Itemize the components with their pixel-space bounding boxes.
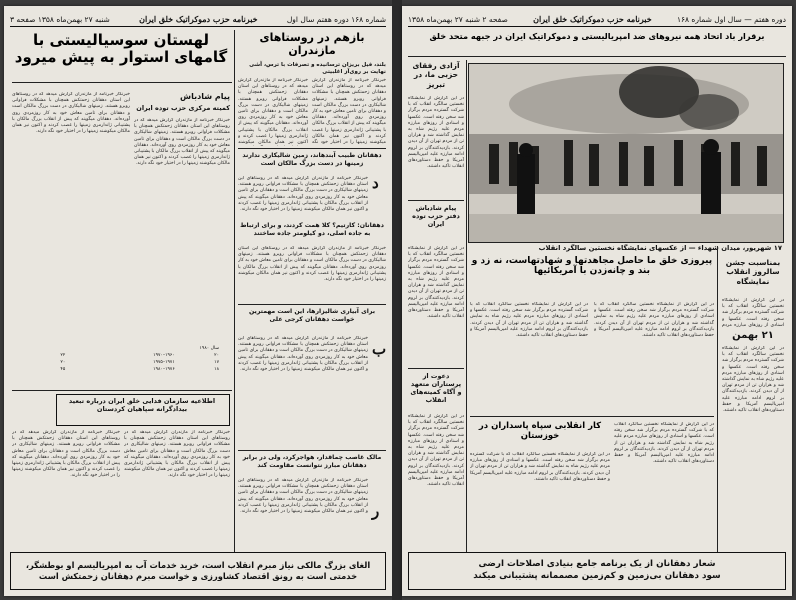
right-masthead (408, 12, 786, 27)
rule (238, 148, 386, 149)
photo-illustration (469, 64, 783, 242)
body-text-victory: در این گزارش از نمایشگاه نخستین سالگرد انقلاب که با شرکت گسترده مردم برگزار شد سخن رفته است. عکسها و اسنادی از روزهای مبارزه مردم علیه رژیم شاه به نمایش گذاشته شد و هزاران تن از مردم تهران از آن دیدن کردند. بازدیدکنندگان بر لزوم ادامه مبارزه علیه امپریالیسم آمریکا و حفظ دستاوردهای انقلاب تاکید داشتند. (470, 302, 588, 339)
table-row: ۱۸ ۱۹۷۶–۱۹۸۰ ۴۵ (60, 367, 219, 372)
section-letter: ب (372, 340, 387, 358)
section-letter: د (372, 174, 379, 192)
right-banner-line-2: سود دهقانان بی‌زمین و کم‌زمین مصممانه پشتیبانی میکند (473, 571, 721, 581)
body-text-poland-2: خبرنگار خبرنامه از مازندران گزارش میدهد که در روستاهای این استان دهقانان زحمتکش همچنان با مشکلات فراوانی روبرو هستند. زمینهای شالیکاری در دست بزرگ مالکان است و دهقانان برای تامین معاش خود به کار روزمزدی روی آورده‌اند. دهقانان میگویند که پیش از انقلاب بزرگ مالکان با پشتیبانی ژاندارمری زمینها را غصب کردند و اکنون نیز همان مالکان میکوشند زمینها را در اختیار خود نگه دارند. (134, 118, 230, 167)
headline-poland: لهستان سوسیالیستی با گامهای استوار به پیش میرود (14, 31, 228, 67)
column-rule (234, 30, 235, 558)
body-text-exhibition-2: در این گزارش از نمایشگاه نخستین سالگرد انقلاب که با شرکت گسترده مردم برگزار شد سخن رفته است. عکسها و اسنادی از روزهای مبارزه مردم علیه رژیم شاه به نمایش گذاشته شد و هزاران تن از مردم تهران از آن دیدن کردند. بازدیدکنندگان بر لزوم ادامه مبارزه علیه امپریالیسم آمریکا و حفظ دستاوردهای انقلاب تاکید داشتند. (722, 346, 784, 414)
rule (470, 416, 714, 417)
subhead-road: دهقانان: کارتیم؟ کلا همت کردند، و برای ارتباط به جاده اصلی، دو کیلومتر جاده ساختند (240, 222, 384, 237)
headline-villages: بازهم در روستاهای مازندران (259, 31, 365, 57)
body-text-lower-left-2: خبرنگار خبرنامه از مازندران گزارش میدهد که در روستاهای این استان دهقانان زحمتکش همچنان با مشکلات فراوانی روبرو هستند. زمینهای شالیکاری در دست بزرگ مالکان است و دهقانان برای تامین معاش خود به کار روزمزدی روی آورده‌اند. دهقانان میگویند که پیش از انقلاب بزرگ مالکان با پشتیبانی ژاندارمری زمینها را غصب کردند و اکنون نیز همان مالکان میکوشند زمینها را در اختیار خود نگه دارند. (124, 430, 230, 479)
left-masthead-date: شنبه ۲۷ بهمن‌ماه ۱۳۵۸ صفحه ۳ (10, 14, 110, 24)
subhead-villages: بلند، فیل بریزان ترسانیده و تصرفات با ترس، آشی نهایت بر روی‌آز اغلبیتی (249, 62, 386, 75)
body-text-villages: خبرنگار خبرنامه از مازندران گزارش میدهد که در روستاهای این استان دهقانان زحمتکش همچنان با مشکلات فراوانی روبرو هستند. زمینهای شالیکاری در دست بزرگ مالکان است و دهقانان برای تامین معاش خود به کار روزمزدی روی آورده‌اند. دهقانان میگویند که پیش از انقلاب بزرگ مالکان با پشتیبانی ژاندارمری زمینها را غصب کردند و اکنون نیز همان مالکان میکوشند (238, 78, 308, 146)
table-row: ۱۷ ۱۹۷۱–۱۹۷۵ ۲۰ (60, 360, 219, 365)
headline-united-front: برقرار باد اتحاد همه نیروهای ضد امپریالیستی و دموکراتیک ایران در جبهه متحد خلق (429, 31, 765, 41)
left-banner-line-1: الغای بزرگ مالکی نیاز مبرم انقلاب است، خرید خدمات آب به امپریالیسم او بوطشگر، (25, 559, 371, 570)
section-letter: ر (372, 502, 380, 520)
rule (408, 200, 464, 201)
left-banner-line-2: خدمتی است به رونق اقتصاد کشاورزی و خواست مبرم دهقانان زحمتکش است (38, 571, 358, 581)
body-text-farmers: خبرنگار خبرنامه از مازندران گزارش میدهد که در روستاهای این استان دهقانان زحمتکش همچنان با مشکلات فراوانی روبرو هستند. زمینهای شالیکاری در دست بزرگ مالکان است و دهقانان برای تامین معاش خود به کار روزمزدی روی آورده‌اند. دهقانان میگویند که پیش از انقلاب بزرگ مالکان با پشتیبانی ژاندارمری زمینها را غصب کردند و اکنون نیز همان مالکان میکوشند زمینها را در اختیار خود نگه دارند. (238, 176, 368, 213)
right-masthead-issue: دوره هفتم — سال اول شماره ۱۶۸ (676, 14, 786, 24)
right-page (402, 6, 792, 596)
subhead-exhibition: بمناسبت جشن سالروز انقلاب نمایشگاه (725, 258, 781, 286)
rule (12, 390, 232, 391)
body-text-victory-2: در این گزارش از نمایشگاه نخستین سالگرد انقلاب که با شرکت گسترده مردم برگزار شد سخن رفته است. عکسها و اسنادی از روزهای مبارزه مردم علیه رژیم شاه به نمایش گذاشته شد و هزاران تن از مردم تهران از آن دیدن کردند. بازدیدکنندگان بر لزوم ادامه مبارزه علیه امپریالیسم آمریکا و حفظ دستاوردهای انقلاب تاکید داشتند. (594, 302, 714, 339)
right-bottom-banner (408, 552, 786, 590)
body-text-freedom: در این گزارش از نمایشگاه نخستین سالگرد انقلاب که با شرکت گسترده مردم برگزار شد سخن رفته است. عکسها و اسنادی از روزهای مبارزه مردم علیه رژیم شاه به نمایش گذاشته شد و هزاران تن از مردم تهران از آن دیدن کردند. بازدیدکنندگان بر لزوم ادامه مبارزه علیه امپریالیسم آمریکا و حفظ دستاوردهای انقلاب تاکید داشتند. (408, 96, 464, 170)
body-text-nurses: در این گزارش از نمایشگاه نخستین سالگرد انقلاب که با شرکت گسترده مردم برگزار شد سخن رفته است. عکسها و اسنادی از روزهای مبارزه مردم علیه رژیم شاه به نمایش گذاشته شد و هزاران تن از مردم تهران از آن دیدن کردند. بازدیدکنندگان بر لزوم ادامه مبارزه علیه امپریالیسم آمریکا و حفظ دستاوردهای انقلاب تاکید داشتند. (408, 414, 464, 488)
subhead-wells: برای آبیاری شالیزارها، این است مهمترین خواست دهقانان کرجی علی (248, 308, 376, 323)
left-masthead-issue: شماره ۱۶۸ دوره هفتم سال اول (286, 14, 386, 24)
rule (238, 450, 386, 451)
rule (238, 304, 386, 305)
subhead-nurses: دعوت از پرستاران متعهد و آگاه کمیته‌های انقلاب (410, 372, 462, 405)
headline-victory: پیروزی خلق ما حاصل مجاهدتها و شهادتهاست، نه زد و بند و چانه‌زدن با آمریکائیها (471, 256, 713, 277)
subhead-message: پیام شادباش دفتر حزب توده ایران (412, 204, 460, 229)
stats-table-title: سال ۱۹۸۰ (199, 346, 219, 351)
right-masthead-date: صفحه ۲ شنبه ۲۷ بهمن‌ماه ۱۳۵۸ (408, 14, 508, 24)
left-page (4, 6, 392, 596)
subhead-lands: مالک غاصب چماقدار، هواجرکرد، ولی در برابر دهقانان مبارز نتوانست مقاومت کند (242, 454, 382, 469)
rule (12, 82, 232, 83)
subhead-zionism: اطلاعیه سازمان فدایی خلق ایران درباره تبعید بیدادگرانه سپاهیان کردستان (68, 397, 216, 414)
photo-caption: ۱۷ شهریور، میدان شهداء — از عکسهای نمایشگاه نخستین سالگرد انقلاب (538, 244, 782, 252)
body-text-lands: خبرنگار خبرنامه از مازندران گزارش میدهد که در روستاهای این استان دهقانان زحمتکش همچنان با مشکلات فراوانی روبرو هستند. زمینهای شالیکاری در دست بزرگ مالکان است و دهقانان برای تامین معاش خود به کار روزمزدی روی آورده‌اند. دهقانان میگویند که پیش از انقلاب بزرگ مالکان با پشتیبانی ژاندارمری زمینها را غصب کردند و اکنون نیز همان مالکان میکوشند زمینها را در اختیار خود نگه دارند. (238, 478, 368, 515)
rule (408, 56, 786, 57)
left-masthead (10, 12, 386, 27)
stats-table (24, 344, 224, 374)
subhead-central-committee: کمیته مرکزی حزب توده ایران (136, 104, 230, 112)
rule (408, 368, 464, 369)
subhead-congrats: پیام شادباش (180, 92, 230, 101)
body-text-pasdaran-2: در این گزارش از نمایشگاه نخستین سالگرد انقلاب که با شرکت گسترده مردم برگزار شد سخن رفته است. عکسها و اسنادی از روزهای مبارزه مردم علیه رژیم شاه به نمایش گذاشته شد و هزاران تن از مردم تهران از آن دیدن کردند. بازدیدکنندگان بر لزوم ادامه مبارزه علیه امپریالیسم آمریکا و حفظ دستاوردهای انقلاب تاکید داشتند. (614, 422, 714, 465)
left-bottom-banner (10, 552, 386, 590)
table-row: ۲۰ ۱۹۶۰–۱۹۷۰ ۲۲ (60, 353, 219, 358)
body-text-lower-left: خبرنگار خبرنامه از مازندران گزارش میدهد که در روستاهای این استان دهقانان زحمتکش همچنان با مشکلات فراوانی روبرو هستند. زمینهای شالیکاری در دست بزرگ مالکان است و دهقانان برای تامین معاش خود به کار روزمزدی روی آورده‌اند. دهقانان میگویند که پیش از انقلاب بزرگ مالکان با پشتیبانی ژاندارمری زمینها را غصب کردند و اکنون نیز همان مالکان میکوشند زمینها را در اختیار خود نگه دارند. (12, 430, 120, 479)
body-text-wells: خبرنگار خبرنامه از مازندران گزارش میدهد که در روستاهای این استان دهقانان زحمتکش همچنان با مشکلات فراوانی روبرو هستند. زمینهای شالیکاری در دست بزرگ مالکان است و دهقانان برای تامین معاش خود به کار روزمزدی روی آورده‌اند. دهقانان میگویند که پیش از انقلاب بزرگ مالکان با پشتیبانی ژاندارمری زمینها را غصب کردند و اکنون نیز همان مالکان میکوشند زمینها را در اختیار خود نگه دارند. (238, 336, 368, 373)
body-text-pasdaran: در این گزارش از نمایشگاه نخستین سالگرد انقلاب که با شرکت گسترده مردم برگزار شد سخن رفته است. عکسها و اسنادی از روزهای مبارزه مردم علیه رژیم شاه به نمایش گذاشته شد و هزاران تن از مردم تهران از آن دیدن کردند. بازدیدکنندگان بر لزوم ادامه مبارزه علیه امپریالیسم آمریکا و حفظ دستاوردهای انقلاب تاکید داشتند. (470, 452, 610, 482)
body-text-exhibition: در این گزارش از نمایشگاه نخستین سالگرد انقلاب که با شرکت گسترده مردم برگزار شد سخن رفته است. عکسها و اسنادی از روزهای مبارزه مردم (722, 298, 784, 328)
left-masthead-logo: خبرنامه حزب دموکراتیک خلق ایران (139, 14, 258, 24)
body-text-message: در این گزارش از نمایشگاه نخستین سالگرد انقلاب که با شرکت گسترده مردم برگزار شد سخن رفته است. عکسها و اسنادی از روزهای مبارزه مردم علیه رژیم شاه به نمایش گذاشته شد و هزاران تن از مردم تهران از آن دیدن کردند. بازدیدکنندگان بر لزوم ادامه مبارزه علیه امپریالیسم آمریکا و حفظ دستاوردهای انقلاب تاکید داشتند. (408, 246, 464, 320)
column-rule (717, 246, 718, 554)
right-masthead-logo: خبرنامه حزب دموکراتیک خلق ایران (533, 14, 652, 24)
column-rule (466, 60, 467, 554)
right-banner-line-1: شعار دهقانان از یک برنامه جامع بنیادی اصلاحات ارضی (478, 559, 716, 570)
headline-pasdaran: کار انقلابی سپاه پاسداران در خوزستان (478, 421, 602, 441)
subhead-freedom: آزادی رفقای حزبی ما، در تبریز (412, 61, 460, 89)
page-gutter (392, 0, 402, 600)
body-text-road: خبرنگار خبرنامه از مازندران گزارش میدهد که در روستاهای این استان دهقانان زحمتکش همچنان با مشکلات فراوانی روبرو هستند. زمینهای شالیکاری در دست بزرگ مالکان است و دهقانان برای تامین معاش خود به کار روزمزدی روی آورده‌اند. دهقانان میگویند که پیش از انقلاب بزرگ مالکان با پشتیبانی ژاندارمری زمینها را غصب کردند و اکنون نیز همان مالکان میکوشند زمینها را در اختیار خود نگه دارند. (238, 246, 386, 283)
exhibit-date: ۲۱ بهمن (732, 330, 774, 341)
subhead-farmers: دهقانان طبیب آبندهاند، زمین شالیکاری ندارند زمینها در دست بزرگ مالکان است (242, 152, 382, 167)
body-text-poland: خبرنگار خبرنامه از مازندران گزارش میدهد که در روستاهای این استان دهقانان زحمتکش همچنان با مشکلات فراوانی روبرو هستند. زمینهای شالیکاری در دست بزرگ مالکان است و دهقانان برای تامین معاش خود به کار روزمزدی روی آورده‌اند. دهقانان میگویند که پیش از انقلاب بزرگ مالکان با پشتیبانی ژاندارمری زمینها را غصب کردند و اکنون نیز همان مالکان میکوشند زمینها را در اختیار خود نگه دارند. (12, 92, 130, 135)
body-text-villages-2: خبرنگار خبرنامه از مازندران گزارش میدهد که در روستاهای این استان دهقانان زحمتکش همچنان با مشکلات فراوانی روبرو هستند. زمینهای شالیکاری در دست بزرگ مالکان است و دهقانان برای تامین معاش خود به کار روزمزدی روی آورده‌اند. دهقانان میگویند که پیش از انقلاب بزرگ مالکان با پشتیبانی ژاندارمری زمینها را غصب کردند و اکنون نیز همان مالکان میکوشند زمینها را در اختیار خود نگه (312, 78, 386, 146)
news-photo (468, 63, 784, 243)
